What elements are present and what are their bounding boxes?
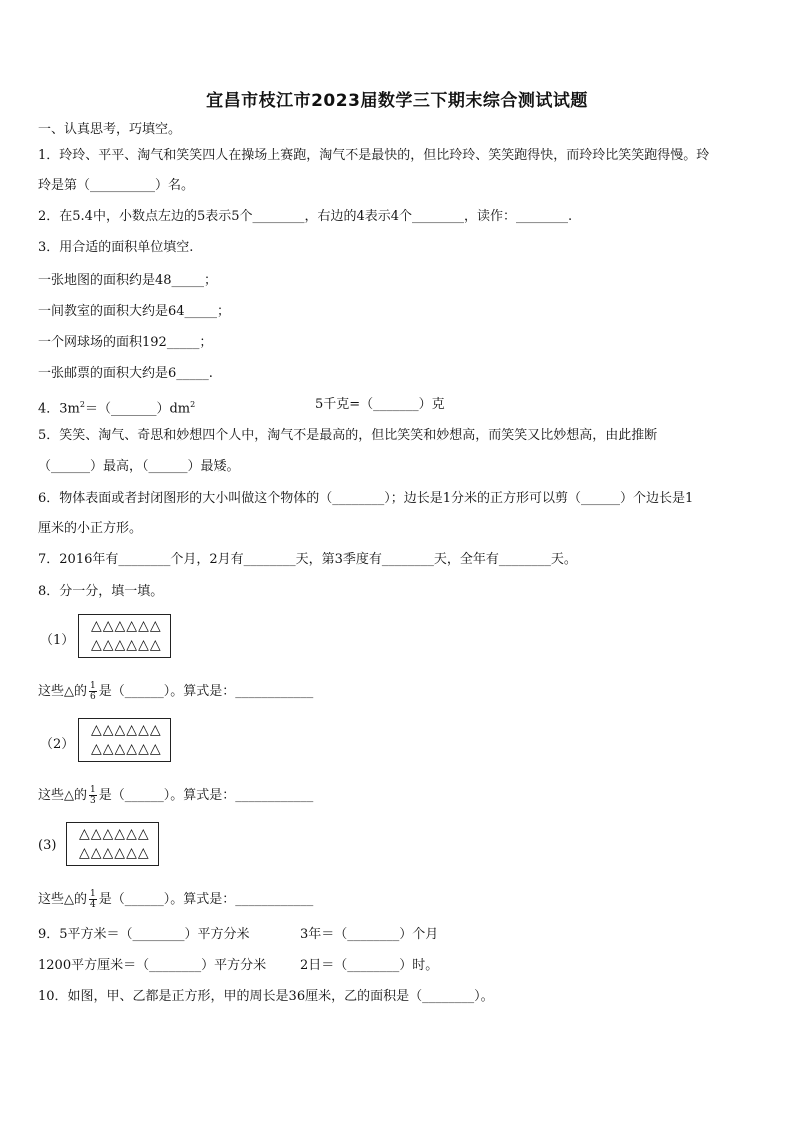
triangle-row: △△△△△△ — [91, 618, 162, 634]
part-1-label: （1） — [40, 633, 75, 648]
question-2: 2．在5.4中，小数点左边的5表示5个________，右边的4表示4个________，读作：________. — [38, 209, 573, 224]
triangle-box-3 — [66, 822, 159, 866]
fraction-denominator: 4 — [90, 900, 96, 910]
part-1-prefix: 这些△的 — [38, 684, 87, 699]
page-title: 宜昌市枝江市2023届数学三下期末综合测试试题 — [206, 91, 588, 111]
part-2-prefix: 这些△的 — [38, 788, 87, 803]
part-2-label: （2） — [40, 737, 75, 752]
part-2-suffix: 是（______）。算式是：____________ — [98, 788, 314, 803]
question-1-line-2: 玲是第（__________）名。 — [38, 178, 195, 193]
question-6-line-2: 厘米的小正方形。 — [38, 521, 143, 536]
fraction-numerator: 1 — [90, 785, 96, 795]
question-8-head: 8．分一分，填一填。 — [38, 584, 164, 599]
triangle-row: △△△△△△ — [79, 826, 150, 842]
question-9-line-1a: 9．5平方米＝（________）平方分米 — [38, 927, 250, 942]
part-2-question — [38, 785, 313, 806]
question-3-a: 一张地图的面积约是48_____； — [38, 273, 218, 288]
triangle-row: △△△△△△ — [79, 845, 150, 861]
question-3-b: 一间教室的面积大约是64_____； — [38, 304, 231, 319]
question-5-line-1: 5．笑笑、淘气、奇思和妙想四个人中，淘气不是最高的，但比笑笑和妙想高，而笑笑又比妙想高，由此推断 — [38, 428, 658, 443]
part-3-prefix: 这些△的 — [38, 892, 87, 907]
question-9-line-2b: 2日＝（________）时。 — [300, 958, 439, 973]
triangle-row: △△△△△△ — [91, 741, 162, 757]
triangle-row: △△△△△△ — [91, 637, 162, 653]
part-1-question — [38, 681, 313, 702]
part-3-label: (3) — [38, 838, 57, 853]
section-heading: 一、认真思考，巧填空。 — [38, 122, 182, 137]
question-4-left — [38, 396, 195, 418]
question-4-left-b: ＝（_______）dm — [84, 401, 191, 417]
superscript-2b: 2 — [190, 400, 196, 409]
part-1-suffix: 是（______）。算式是：____________ — [98, 684, 314, 699]
question-7: 7．2016年有________个月，2月有________天，第3季度有________天，全年有________天。 — [38, 552, 577, 567]
superscript-2: 2 — [79, 400, 85, 409]
question-4-right: 5千克=（_______）克 — [315, 397, 445, 412]
question-1-line-1: 1．玲玲、平平、淘气和笑笑四人在操场上赛跑，淘气不是最快的，但比玲玲、笑笑跑得快，而玲玲比笑笑跑得慢。玲 — [38, 148, 710, 163]
question-3-c: 一个网球场的面积192_____； — [38, 335, 213, 350]
fraction-denominator: 6 — [90, 692, 96, 702]
question-6-line-1: 6．物体表面或者封闭图形的大小叫做这个物体的（________）；边长是1分米的正方形可以剪（______）个边长是1 — [38, 491, 694, 506]
fraction-numerator: 1 — [90, 889, 96, 899]
fraction-one-fourth — [89, 889, 97, 910]
question-5-line-2: （______）最高，（______）最矮。 — [38, 459, 240, 474]
fraction-one-third — [89, 785, 97, 806]
triangle-box-1 — [78, 614, 171, 658]
fraction-numerator: 1 — [90, 681, 96, 691]
question-3-head: 3．用合适的面积单位填空. — [38, 240, 194, 255]
question-9-line-1b: 3年＝（________）个月 — [300, 927, 439, 942]
question-9-line-2a: 1200平方厘米＝（________）平方分米 — [38, 958, 267, 973]
triangle-box-2 — [78, 718, 171, 762]
question-3-d: 一张邮票的面积大约是6_____. — [38, 366, 213, 381]
fraction-one-sixth — [89, 681, 97, 702]
question-4-left-a: 4．3m — [38, 401, 80, 417]
part-3-question — [38, 889, 313, 910]
triangle-row: △△△△△△ — [91, 722, 162, 738]
question-10: 10．如图，甲、乙都是正方形，甲的周长是36厘米，乙的面积是（________）。 — [38, 989, 494, 1004]
part-3-suffix: 是（______）。算式是：____________ — [98, 892, 314, 907]
fraction-denominator: 3 — [90, 796, 96, 806]
